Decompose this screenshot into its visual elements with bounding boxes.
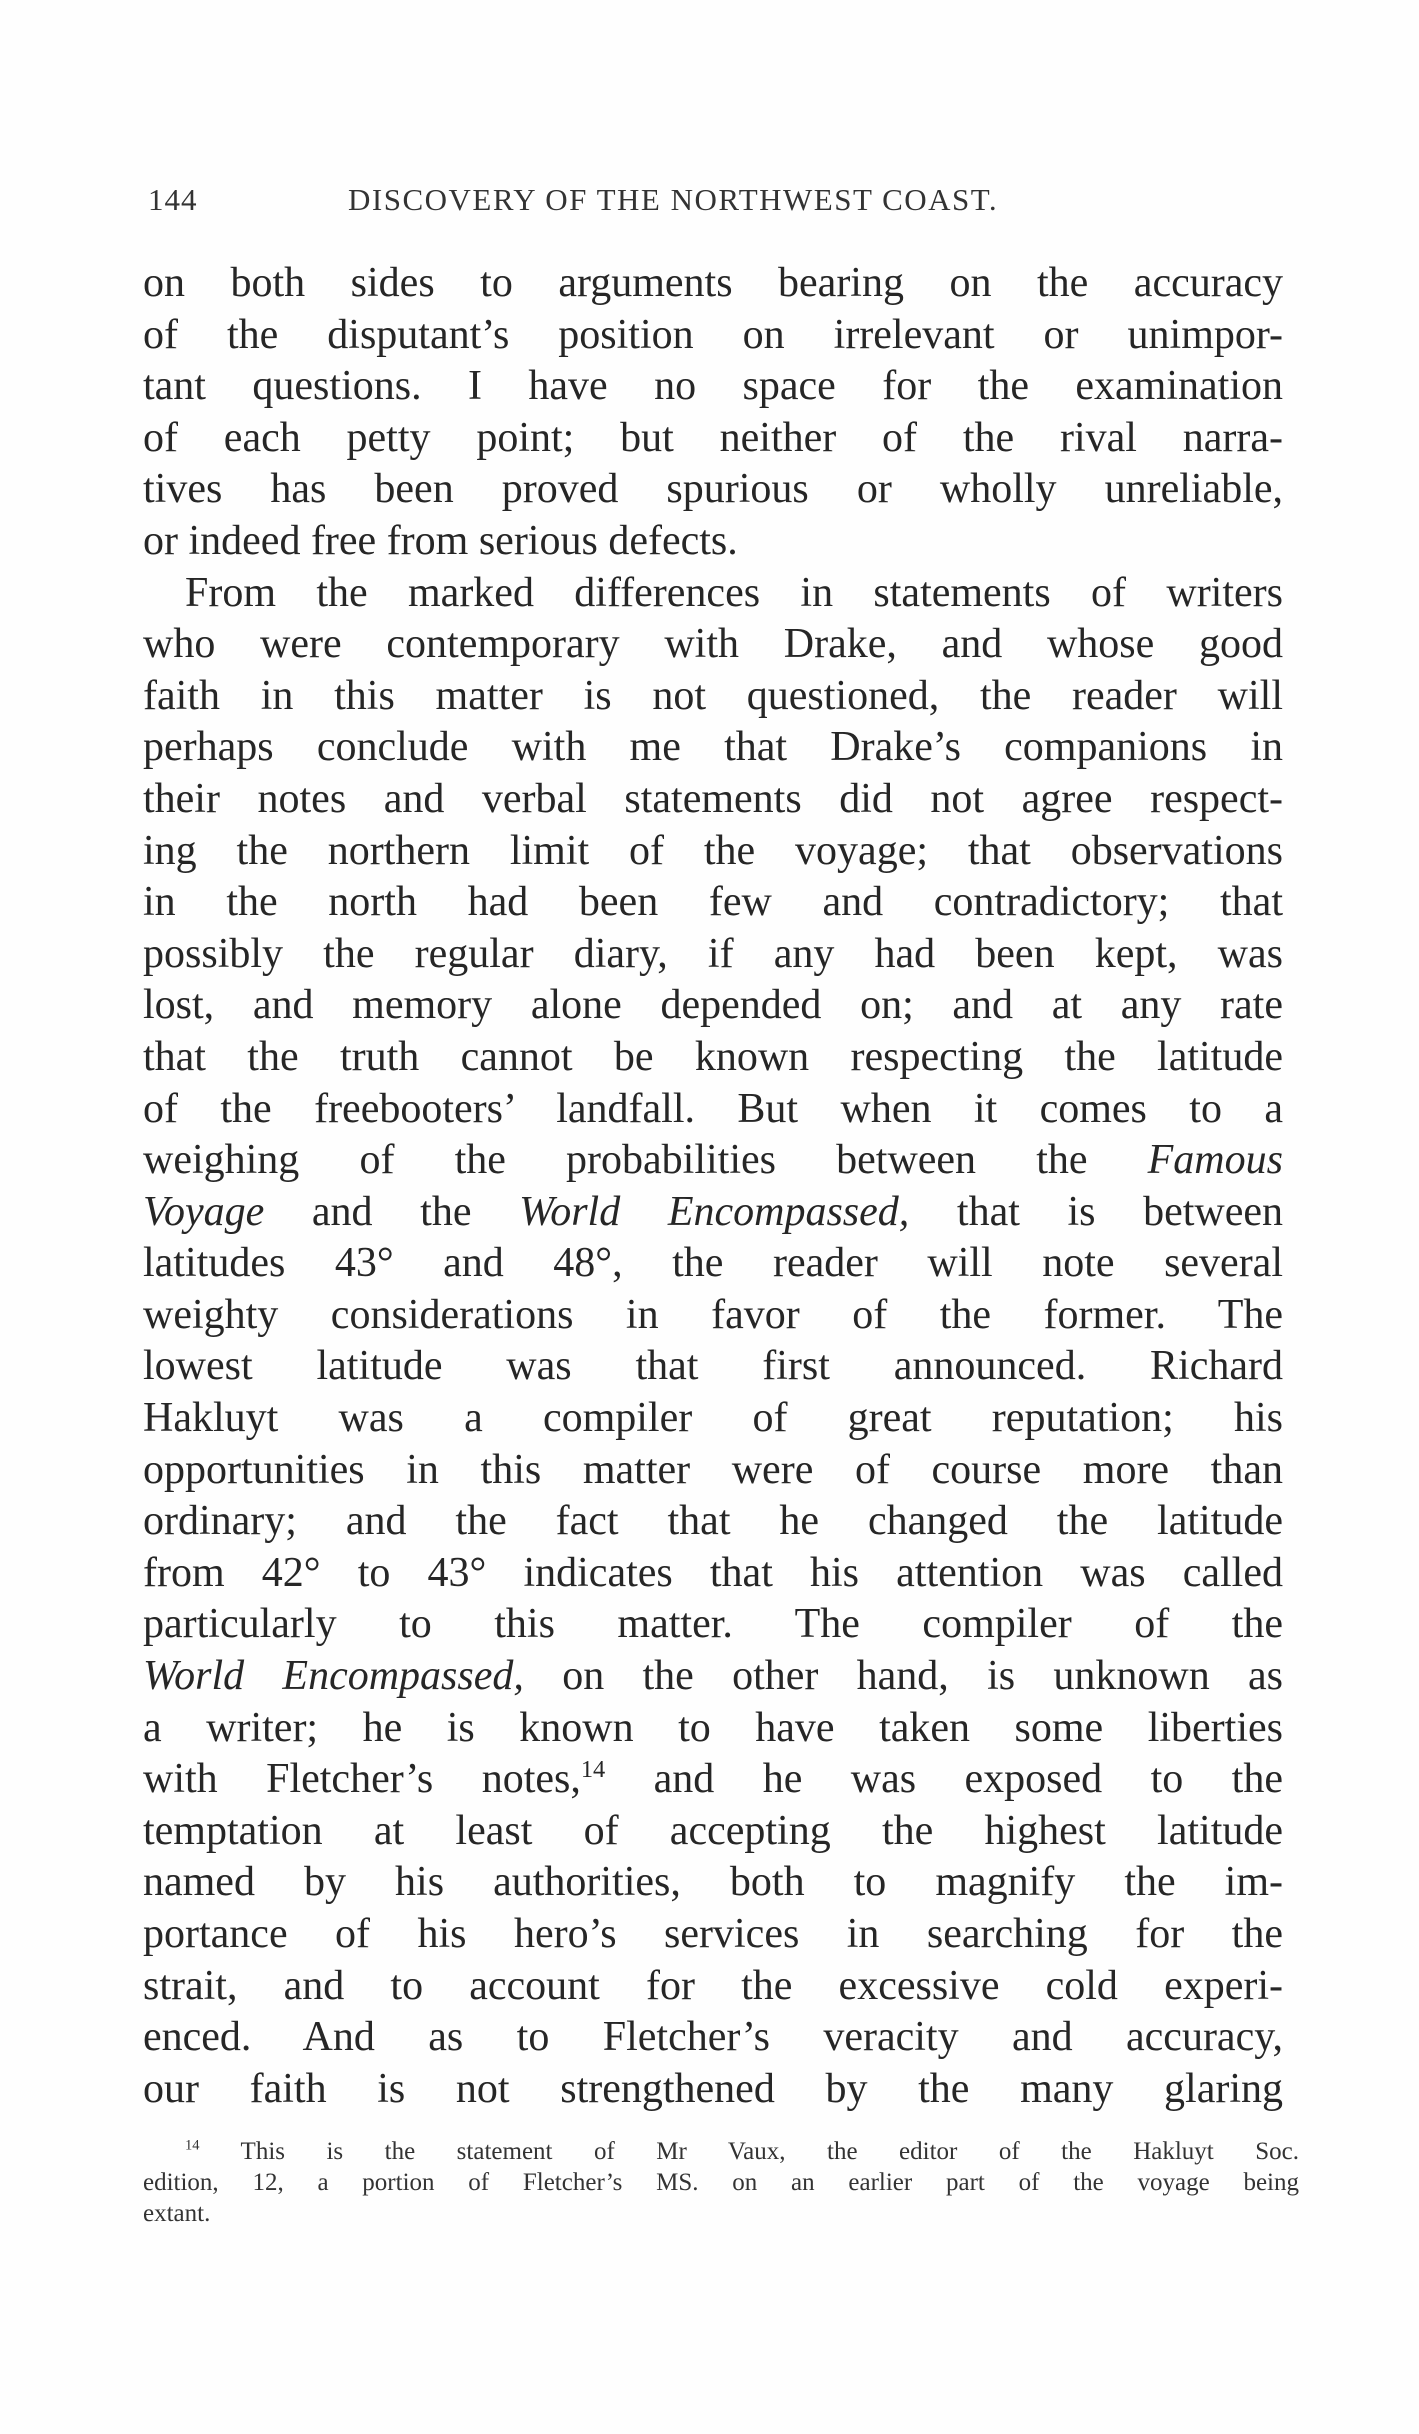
- paragraph-1: [143, 258, 1283, 568]
- text-line: particularly to this matter. The compiler of the: [143, 1601, 1283, 1648]
- footnote-14: [143, 2136, 1299, 2229]
- text-line: portance of his hero’s services in searching for the: [143, 1911, 1283, 1957]
- text-run: and he was exposed to the: [653, 1756, 1283, 1803]
- text-run: that is between: [956, 1188, 1284, 1235]
- body-text: [143, 258, 1283, 2115]
- text-line: weighty considerations in favor of the former. The: [143, 1291, 1283, 1338]
- text-line: of each petty point; but neither of the rival narra-: [143, 414, 1283, 461]
- text-line: tives has been proved spurious or wholly unreliable,: [143, 466, 1283, 513]
- text-line: in the north had been few and contradictory; that: [143, 879, 1283, 926]
- text-line: named by his authorities, both to magnify the im-: [143, 1859, 1283, 1906]
- text-line: lost, and memory alone depended on; and at any rate: [143, 982, 1283, 1029]
- italic-title: World Encompassed,: [519, 1188, 910, 1235]
- text-line: enced. And as to Fletcher’s veracity and accuracy,: [143, 2014, 1283, 2061]
- text-line: From the marked differences in statements of writers: [185, 569, 1283, 616]
- text-line: temptation at least of accepting the highest latitude: [143, 1807, 1283, 1854]
- italic-title: World Encompassed,: [143, 1653, 524, 1700]
- text-line: strait, and to account for the excessive cold experi-: [143, 1962, 1283, 2009]
- text-run: and the: [311, 1188, 472, 1235]
- text-line: our faith is not strengthened by the many glaring: [143, 2065, 1283, 2112]
- text-run: weighing of the probabilities between the: [143, 1137, 1088, 1184]
- running-title: DISCOVERY OF THE NORTHWEST COAST.: [348, 182, 999, 217]
- text-line: from 42° to 43° indicates that his attention was called: [143, 1549, 1283, 1596]
- text-line: lowest latitude was that first announced. Richard: [143, 1343, 1283, 1390]
- running-head: [148, 182, 1288, 226]
- text-line: [143, 1651, 1283, 1703]
- text-line: a writer; he is known to have taken some liberties: [143, 1704, 1283, 1751]
- text-line: or indeed free from serious defects.: [143, 517, 738, 564]
- text-line: possibly the regular diary, if any had been kept, was: [143, 930, 1283, 977]
- text-line: Hakluyt was a compiler of great reputation; his: [143, 1395, 1283, 1442]
- text-run: with Fletcher’s notes,: [143, 1756, 581, 1803]
- footnote-text: This is the statement of Mr Vaux, the editor of the Hakluyt Soc.: [240, 2138, 1299, 2165]
- text-line: that the truth cannot be known respecting the latitude: [143, 1033, 1283, 1080]
- text-line: of the freebooters’ landfall. But when it comes to a: [143, 1085, 1283, 1132]
- text-line: [143, 1135, 1283, 1187]
- italic-title: Famous: [1147, 1137, 1283, 1184]
- text-line: latitudes 43° and 48°, the reader will note several: [143, 1240, 1283, 1287]
- text-line: opportunities in this matter were of course more than: [143, 1446, 1283, 1493]
- text-run: on the other hand, is unknown as: [562, 1653, 1283, 1700]
- text-line: [143, 1187, 1283, 1239]
- text-line: perhaps conclude with me that Drake’s companions in: [143, 724, 1283, 771]
- text-line: [143, 1754, 1283, 1806]
- paragraph-2: [143, 568, 1283, 2116]
- footnote-reference: 14: [580, 1756, 606, 1784]
- footnote-line: [143, 2136, 1299, 2167]
- text-line: their notes and verbal statements did not agree respect-: [143, 775, 1283, 822]
- text-line: ing the northern limit of the voyage; that observations: [143, 827, 1283, 874]
- page-number: 144: [148, 182, 198, 217]
- text-line: tant questions. I have no space for the examination: [143, 363, 1283, 410]
- footnote-marker: 14: [185, 2137, 200, 2154]
- italic-title: Voyage: [143, 1188, 265, 1235]
- text-line: of the disputant’s position on irrelevant or unimpor-: [143, 311, 1283, 358]
- footnote-line: extant.: [143, 2200, 211, 2227]
- footnote-line: edition, 12, a portion of Fletcher’s MS. on an earlier part of the voyage being: [143, 2169, 1299, 2196]
- text-line: ordinary; and the fact that he changed the latitude: [143, 1498, 1283, 1545]
- text-line: who were contemporary with Drake, and whose good: [143, 621, 1283, 668]
- text-line: faith in this matter is not questioned, the reader will: [143, 672, 1283, 719]
- text-line: on both sides to arguments bearing on the accuracy: [143, 260, 1283, 306]
